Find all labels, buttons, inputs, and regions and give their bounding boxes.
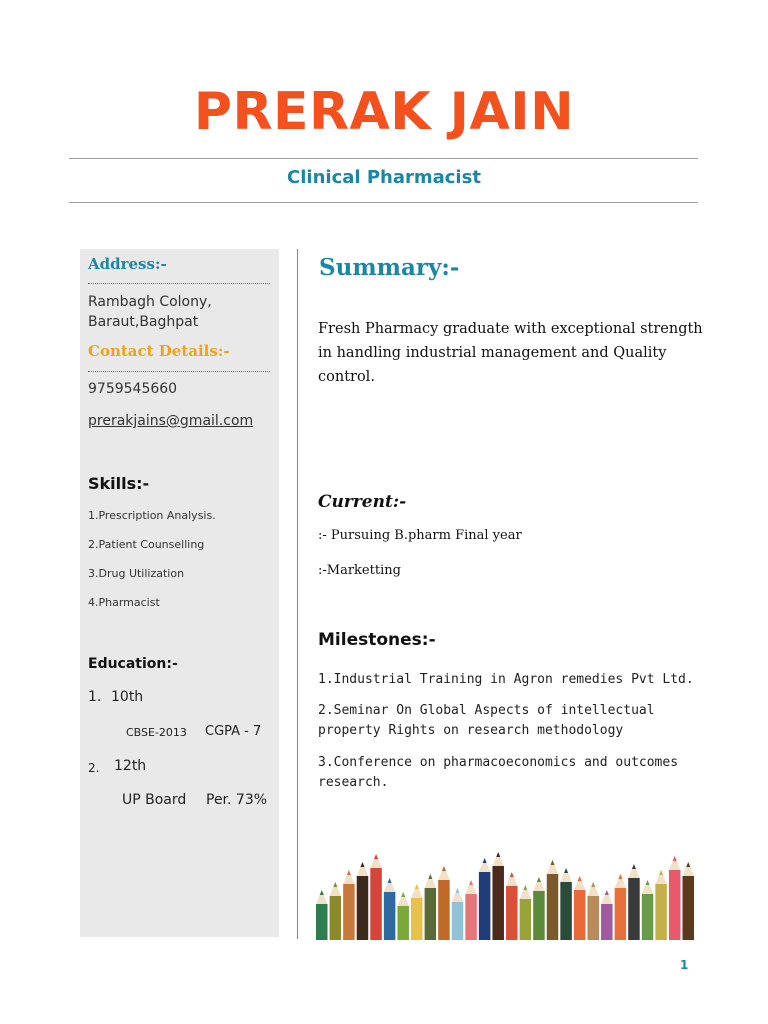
education-num: 1.: [88, 689, 102, 705]
pencil-body: [683, 876, 695, 940]
pencil-body: [438, 880, 450, 940]
pencil-body: [357, 876, 369, 940]
current-item: :-Marketting: [318, 563, 401, 578]
milestones-heading: Milestones:-: [318, 630, 436, 650]
pencil-body: [492, 866, 504, 940]
address-line-2: Baraut,Baghpat: [88, 314, 199, 330]
pencil-body: [615, 888, 627, 940]
pencil-lead: [483, 858, 487, 863]
pencil-lead: [618, 874, 622, 879]
pencil-lead: [659, 870, 663, 875]
education-board: CBSE-2013: [126, 726, 187, 739]
pencil-body: [520, 899, 532, 940]
email-link[interactable]: prerakjains@gmail.com: [88, 413, 254, 429]
pencil-body: [411, 898, 423, 940]
pencil-body: [601, 904, 613, 940]
pencil-body: [533, 891, 545, 940]
pencil-body: [669, 870, 681, 940]
pencil-body: [560, 882, 572, 940]
colored-pencils-illustration: [316, 848, 694, 940]
pencil-body: [465, 894, 477, 940]
pencil-body: [370, 868, 382, 940]
pencil-lead: [523, 885, 527, 890]
pencil-lead: [333, 882, 337, 887]
pencil-lead: [496, 852, 500, 857]
education-num: 2.: [88, 761, 100, 775]
column-divider: [297, 249, 298, 939]
skill-item: 2.Patient Counselling: [88, 538, 205, 551]
pencil-body: [316, 904, 328, 940]
pencil-body: [330, 896, 342, 940]
pencil-lead: [578, 876, 582, 881]
header-divider-top: [69, 158, 698, 159]
skill-item: 1.Prescription Analysis.: [88, 509, 216, 522]
pencil-body: [655, 884, 667, 940]
pencil-body: [343, 884, 355, 940]
skill-item: 4.Pharmacist: [88, 596, 160, 609]
pencil-lead: [455, 888, 459, 893]
pencil-lead: [388, 878, 392, 883]
pencil-lead: [415, 884, 419, 889]
pencil-lead: [442, 866, 446, 871]
pencil-lead: [374, 854, 378, 859]
job-title: Clinical Pharmacist: [287, 167, 481, 188]
summary-heading: Summary:-: [319, 254, 460, 281]
candidate-name: PRERAK JAIN: [193, 82, 575, 142]
address-heading: Address:-: [88, 255, 167, 273]
address-divider: [88, 283, 270, 284]
milestone-item: 2.Seminar On Global Aspects of intellectual property Rights on research methodology: [318, 703, 655, 738]
education-level: 10th: [111, 689, 144, 705]
pencil-lead: [673, 856, 677, 861]
pencil-lead: [632, 864, 636, 869]
pencil-lead: [537, 877, 541, 882]
pencil-lead: [469, 880, 473, 885]
pencil-lead: [320, 890, 324, 895]
pencil-body: [384, 892, 396, 940]
pencil-lead: [510, 872, 514, 877]
pencil-lead: [686, 862, 690, 867]
pencil-lead: [360, 862, 364, 867]
skill-item: 3.Drug Utilization: [88, 567, 185, 580]
pencil-body: [452, 902, 464, 940]
pencil-body: [425, 888, 437, 940]
pencil-lead: [564, 868, 568, 873]
pencil-lead: [428, 874, 432, 879]
contact-heading: Contact Details:-: [88, 342, 230, 360]
pencil-lead: [591, 882, 595, 887]
pencil-body: [479, 872, 491, 940]
pencil-body: [506, 886, 518, 940]
pencil-lead: [605, 890, 609, 895]
education-board: UP Board: [122, 792, 187, 808]
current-heading: Current:-: [318, 492, 407, 512]
pencil-body: [574, 890, 586, 940]
pencil-lead: [551, 860, 555, 865]
current-item: :- Pursuing B.pharm Final year: [318, 528, 522, 543]
pencil-lead: [401, 892, 405, 897]
pencil-body: [628, 878, 640, 940]
milestone-item: 3.Conference on pharmacoeconomics and outcomes research.: [318, 755, 679, 790]
contact-divider: [88, 371, 270, 372]
pencil-lead: [347, 870, 351, 875]
summary-text: Fresh Pharmacy graduate with exceptional strength in handling industrial management and Quality control.: [318, 321, 703, 385]
pencil-body: [587, 896, 599, 940]
pencil-body: [397, 906, 409, 940]
page-number: 1: [680, 958, 689, 972]
milestone-item: 1.Industrial Training in Agron remedies Pvt Ltd.: [318, 672, 694, 687]
pencil-body: [642, 894, 654, 940]
address-line-1: Rambagh Colony,: [88, 294, 212, 310]
pencil-lead: [646, 880, 650, 885]
skills-heading: Skills:-: [88, 474, 150, 493]
education-score: CGPA - 7: [205, 724, 262, 739]
pencil-body: [547, 874, 559, 940]
header-divider-bottom: [69, 202, 698, 203]
education-level: 12th: [114, 758, 147, 774]
education-heading: Education:-: [88, 656, 178, 672]
phone-number: 9759545660: [88, 381, 178, 397]
education-score: Per. 73%: [206, 792, 268, 808]
